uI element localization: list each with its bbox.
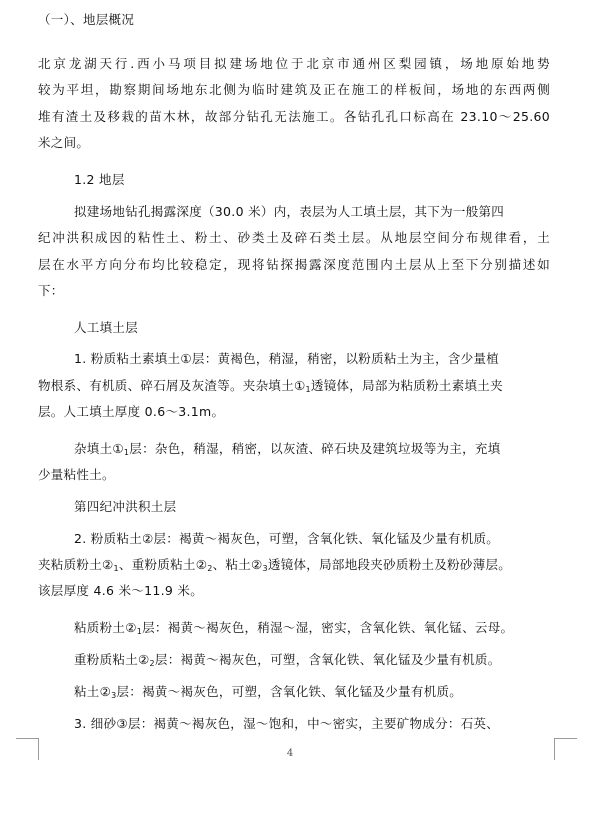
crop-mark-right-horizontal <box>555 738 577 739</box>
subscript: 3 <box>111 691 117 700</box>
heavy-silty-clay-text: 层：褐黄～褐灰色，可塑，含氧化铁、氧化锰及少量有机质。 <box>154 652 501 667</box>
subscript: 3 <box>262 564 268 573</box>
clay-line <box>74 684 462 700</box>
paragraph-line: 层在水平方向分布均比较稳定，现将钻探揭露深度范围内土层从上至下分别描述如 <box>38 257 550 272</box>
alluvial-title: 第四纪冲洪积土层 <box>74 499 177 514</box>
clayey-silt-text: 层：褐黄～褐灰色，稍湿～湿，密实，含氧化铁、氧化锰、云母。 <box>142 620 514 635</box>
crop-mark-left-vertical <box>38 738 39 760</box>
layer1-line: 层。人工填土厚度 0.6～3.1m。 <box>38 404 225 419</box>
subscript: 2 <box>207 564 213 573</box>
misc-fill-line <box>74 441 501 457</box>
layer1-line: 1. 粉质粘土素填土①层：黄褐色，稍湿，稍密，以粉质粘土为主，含少量植 <box>74 351 500 366</box>
subsection-heading: 1.2 地层 <box>74 172 125 187</box>
paragraph-line: 米之间。 <box>38 135 90 150</box>
layer2-line <box>38 557 511 573</box>
page-number: 4 <box>286 748 294 759</box>
layer1-line <box>38 378 503 394</box>
clay-text: 层：褐黄～褐灰色，可塑，含氧化铁、氧化锰及少量有机质。 <box>116 684 463 699</box>
subscript: 1 <box>136 627 143 636</box>
clayey-silt-text: 粘质粉土② <box>74 620 137 635</box>
paragraph-line: 下： <box>38 283 64 298</box>
layer1-text: 透镜体，局部为粘质粉土素填土夹 <box>310 378 503 393</box>
misc-fill-line: 少量粘性土。 <box>38 467 115 482</box>
layer1-text: 物根系、有机质、碎石屑及灰渣等。夹杂填土① <box>38 378 306 393</box>
layer2-text: 透镜体，局部地段夹砂质粉土及粉砂薄层。 <box>267 557 512 572</box>
layer2-text: 夹粘质粉土② <box>38 557 114 572</box>
subscript: 1 <box>113 564 119 573</box>
paragraph-line: 北京龙湖天行.西小马项目拟建场地位于北京市通州区梨园镇，场地原始地势 <box>38 56 550 71</box>
layer2-text: 、重粉质粘土② <box>118 557 208 572</box>
layer2-text: 、粘土② <box>212 557 263 572</box>
crop-mark-right-vertical <box>554 738 555 760</box>
misc-fill-text: 杂填土① <box>74 441 124 456</box>
layer3-line: 3. 细砂③层：褐黄～褐灰色，湿～饱和，中～密实，主要矿物成分：石英、 <box>74 716 500 731</box>
paragraph-line: 拟建场地钻孔揭露深度（30.0 米）内，表层为人工填土层，其下为一般第四 <box>74 204 505 219</box>
subscript: 1 <box>305 385 311 394</box>
subscript: 1 <box>123 448 130 457</box>
clay-text: 粘土② <box>74 684 112 699</box>
misc-fill-text: 层：杂色，稍湿，稍密，以灰渣、碎石块及建筑垃圾等为主，充填 <box>129 441 501 456</box>
paragraph-line: 堆有渣土及移栽的苗木林，故部分钻孔无法施工。各钻孔孔口标高在 23.10～25.60 <box>38 109 550 124</box>
crop-mark-left-horizontal <box>16 738 38 739</box>
section-heading: （一）、地层概况 <box>38 12 135 27</box>
subscript: 2 <box>149 659 155 668</box>
layer2-line: 该层厚度 4.6 米～11.9 米。 <box>38 583 204 598</box>
clayey-silt-line <box>74 620 513 636</box>
heavy-silty-clay-line <box>74 652 501 668</box>
fill-layer-title: 人工填土层 <box>74 320 139 335</box>
layer2-line: 2. 粉质粘土②层：褐黄～褐灰色，可塑，含氧化铁、氧化锰及少量有机质。 <box>74 531 500 546</box>
paragraph-line: 较为平坦，勘察期间场地东北侧为临时建筑及正在施工的样板间，场地的东西两侧 <box>38 82 550 97</box>
paragraph-line: 纪冲洪积成因的粘性土、粉土、砂类土及碎石类土层。从地层空间分布规律看，土 <box>38 230 550 245</box>
heavy-silty-clay-text: 重粉质粘土② <box>74 652 150 667</box>
